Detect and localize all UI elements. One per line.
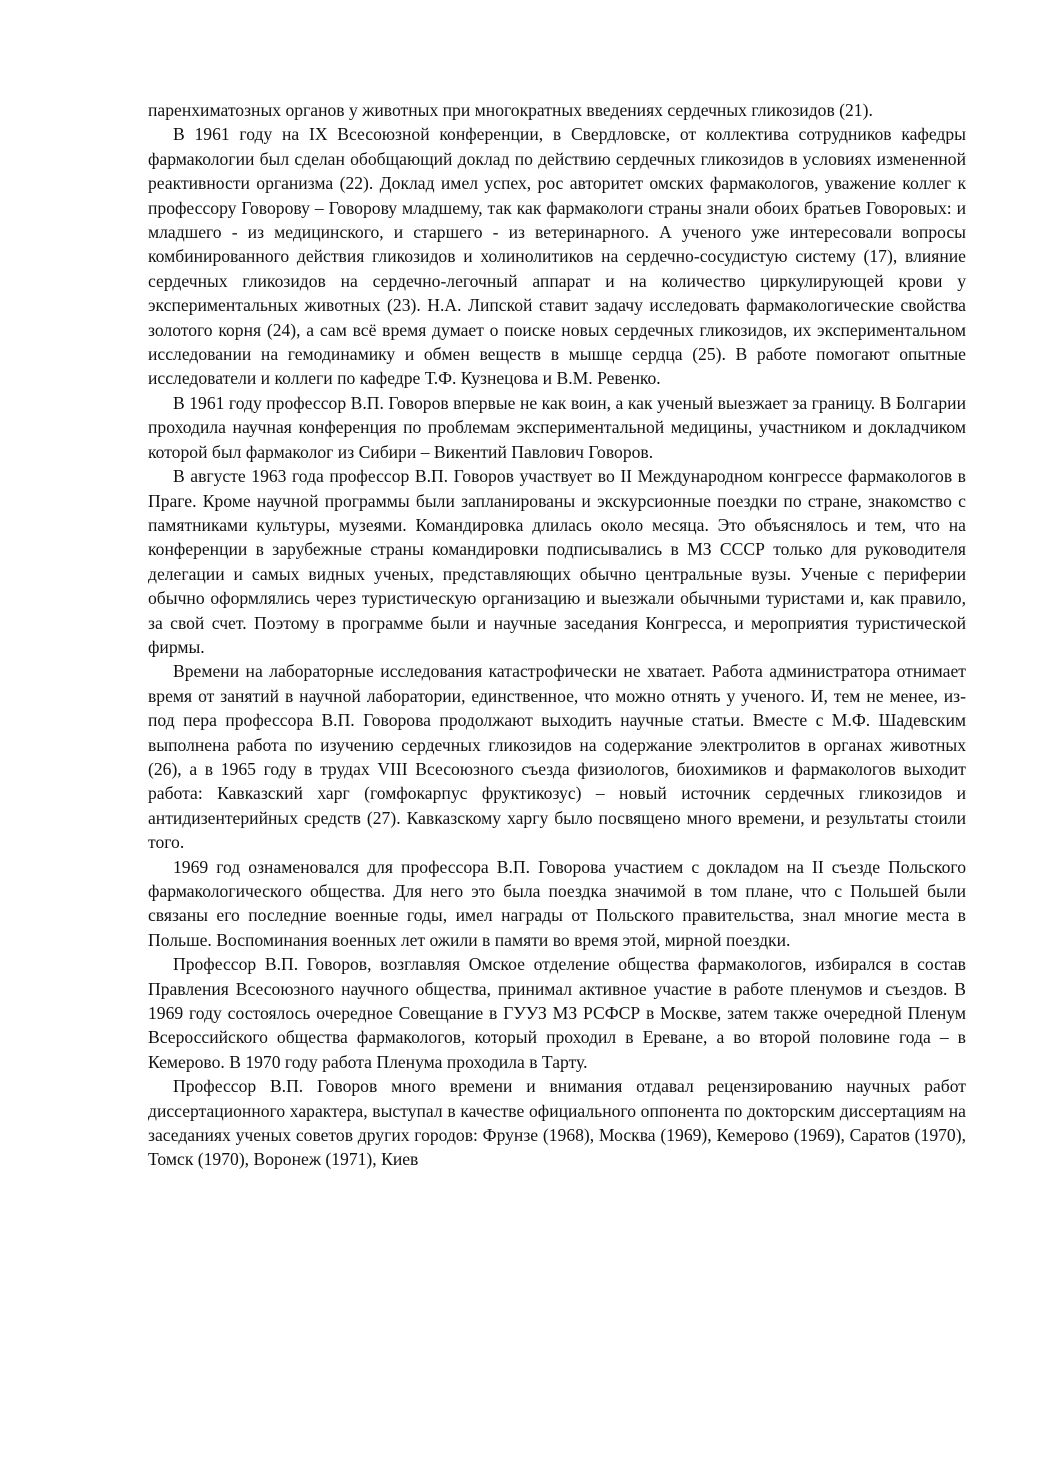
document-page [148, 98, 966, 1172]
paragraph-2: В 1961 году на IX Всесоюзной конференции, в Свердловске, от коллектива сотрудников кафедры фармакологии был сделан обобщающий доклад по действию сердечных гликозидов в условиях измененной реактивности организма (22). Доклад имел успех, рос авторитет омских фармакологов, уважение коллег к профессору Говорову – Говорову младшему, так как фармакологи страны знали обоих братьев Говоровых: и младшего - из медицинского, и старшего - из ветеринарного. А ученого уже интересовали вопросы комбинированного действия гликозидов и холинолитиков на сердечно-сосудистую систему (17), влияние сердечных гликозидов на сердечно-легочный аппарат и на количество циркулирующей крови у экспериментальных животных (23). Н.А. Липской ставит задачу исследовать фармакологические свойства золотого корня (24), а сам всё время думает о поиске новых сердечных гликозидов, их экспериментальном исследовании на гемодинамику и обмен веществ в мышце сердца (25). В работе помогают опытные исследователи и коллеги по кафедре Т.Ф. Кузнецова и В.М. Ревенко. [148, 124, 966, 389]
paragraph-1: паренхиматозных органов у животных при многократных введениях сердечных гликозидов (21). [148, 100, 873, 120]
paragraph-8: Профессор В.П. Говоров много времени и внимания отдавал рецензированию научных работ диссертационного характера, выступал в качестве официального оппонента по докторским диссертациям на заседаниях ученых советов других городов: Фрунзе (1968), Москва (1969), Кемерово (1969), Саратов (1970), Томск (1970), Воронеж (1971), Киев [148, 1076, 966, 1170]
paragraph-6: 1969 год ознаменовался для профессора В.П. Говорова участием с докладом на II съезде Польского фармакологического общества. Для него это была поездка значимой в том плане, что с Польшей были связаны его последние военные годы, имел награды от Польского правительства, знал многие места в Польше. Воспоминания военных лет ожили в памяти во время этой, мирной поездки. [148, 856, 966, 950]
paragraph-7: Профессор В.П. Говоров, возглавляя Омское отделение общества фармакологов, избирался в состав Правления Всесоюзного научного общества, принимал активное участие в работе пленумов и съездов. В 1969 году состоялось очередное Совещание в ГУУЗ МЗ РСФСР в Москве, затем также очередной Пленум Всероссийского общества фармакологов, который проходил в Ереване, а во второй половине года – в Кемерово. В 1970 году работа Пленума проходила в Тарту. [148, 954, 966, 1072]
paragraph-4: В августе 1963 года профессор В.П. Говоров участвует во II Международном конгрессе фармакологов в Праге. Кроме научной программы были запланированы и экскурсионные поездки по стране, знакомство с памятниками культуры, музеями. Командировка длилась около месяца. Это объяснялось и тем, что на конференции в зарубежные страны командировки подписывались в МЗ СССР только для руководителя делегации и самых видных ученых, представляющих обычно центральные вузы. Ученые с периферии обычно оформлялись через туристическую организацию и выезжали обычными туристами и, как правило, за свой счет. Поэтому в программе были и научные заседания Конгресса, и мероприятия туристической фирмы. [148, 466, 966, 657]
paragraph-3: В 1961 году профессор В.П. Говоров впервые не как воин, а как ученый выезжает за границу. В Болгарии проходила научная конференция по проблемам экспериментальной медицины, участником и докладчиком которой был фармаколог из Сибири – Викентий Павлович Говоров. [148, 392, 966, 462]
paragraph-5: Времени на лабораторные исследования катастрофически не хватает. Работа администратора отнимает время от занятий в научной лаборатории, единственное, что можно отнять у ученого. И, тем не менее, из-под пера профессора В.П. Говорова продолжают выходить научные статьи. Вместе с М.Ф. Шадевским выполнена работа по изучению сердечных гликозидов на содержание электролитов в органах животных (26), а в 1965 году в трудах VIII Всесоюзного съезда физиологов, биохимиков и фармакологов выходит работа: Кавказский харг (гомфокарпус фруктикозус) – новый источник сердечных гликозидов и антидизентерийных средств (27). Кавказскому харгу было посвящено много времени, и результаты стоили того. [148, 661, 966, 853]
